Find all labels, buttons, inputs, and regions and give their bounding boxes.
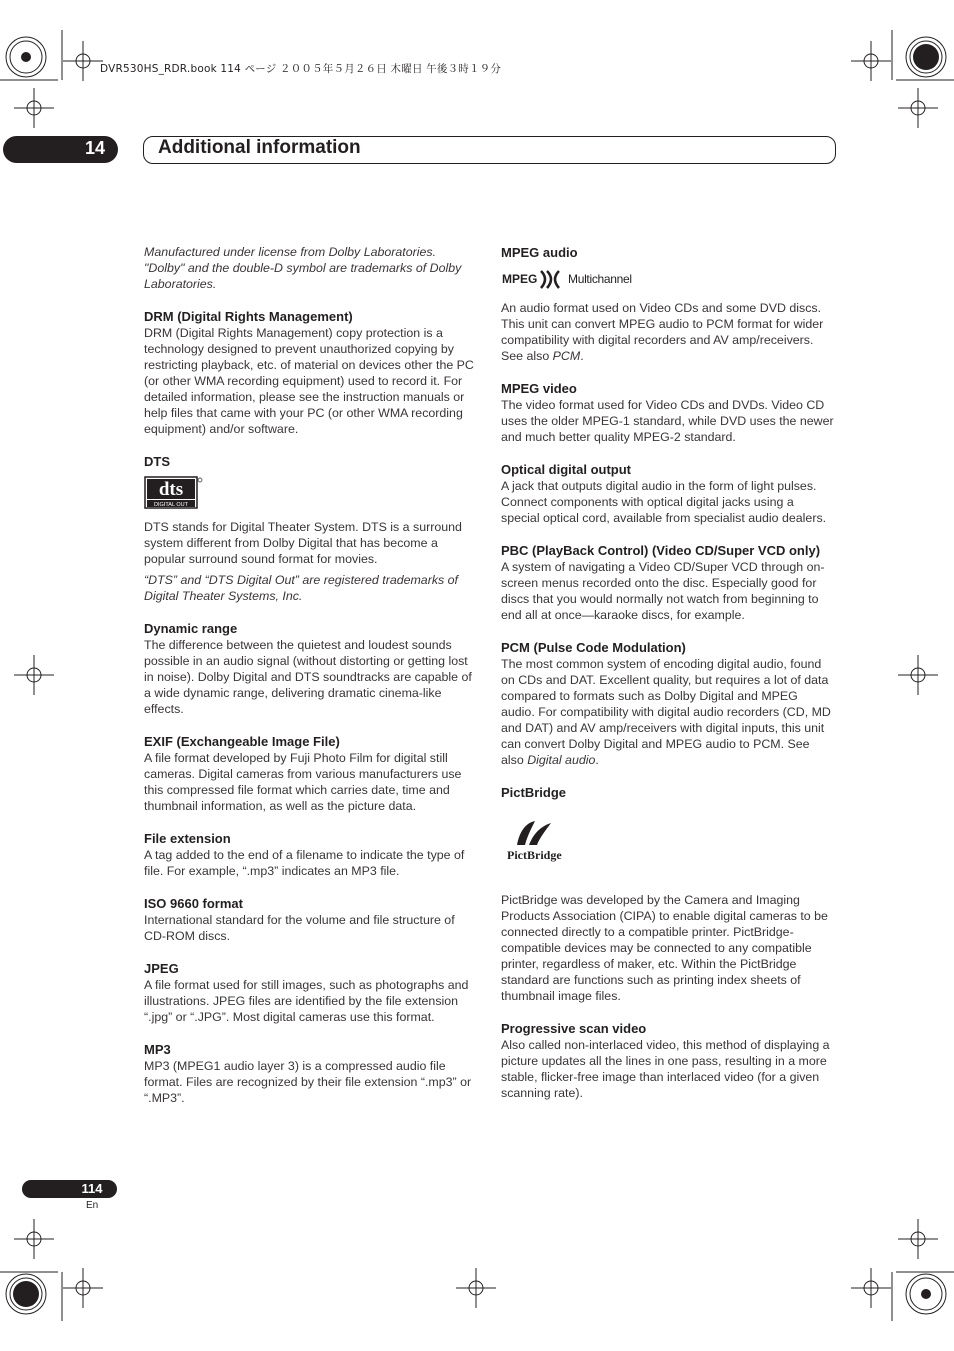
entry-definition: A jack that outputs digital audio in the form of light pulses. Connect components with optical digital jacks using a special optical cord, available from specialist audio dealers.: [501, 479, 827, 525]
entry-definition-text: An audio format used on Video CDs and some DVD discs. This unit can convert MPEG audio to PCM format for wider compatibility with digital recorders and AV amp/receivers. See also: [501, 301, 824, 363]
dts-logo: [144, 476, 477, 515]
glossary-entry-file-extension: [144, 830, 477, 879]
entry-term: Dynamic range: [144, 621, 238, 636]
glossary-entry-progressive-scan: [501, 1020, 834, 1101]
left-column: [144, 244, 477, 1122]
entry-definition-end: .: [580, 349, 584, 363]
entry-term: EXIF (Exchangeable Image File): [144, 734, 340, 749]
entry-definition: [501, 300, 834, 364]
glossary-entry-iso9660: [144, 895, 477, 944]
entry-definition: A file format developed by Fuji Photo Film for digital still cameras. Digital cameras from various manufacturers use this compressed file format which carries date, time and thumbnail information, as well as the picture data.: [144, 751, 462, 813]
entry-term: PBC (PlayBack Control) (Video CD/Super VCD only): [501, 543, 821, 558]
glossary-entry-pbc: [501, 542, 834, 623]
entry-term: DTS: [144, 454, 170, 469]
entry-definition: [501, 656, 834, 768]
glossary-entry-mpeg-audio: [501, 244, 834, 364]
entry-definition: A tag added to the end of a filename to indicate the type of file. For example, “.mp3” indicates an MP3 file.: [144, 848, 465, 878]
mpeg-multichannel-logo: [501, 267, 834, 296]
page-number: 114: [81, 1181, 103, 1196]
entry-term: File extension: [144, 831, 231, 846]
entry-term: PictBridge: [501, 785, 567, 800]
dts-trademark-note: “DTS” and “DTS Digital Out” are registered trademarks of Digital Theater Systems, Inc.: [144, 573, 458, 603]
dts-logo-subtext: DIGITAL OUT: [154, 502, 188, 508]
glossary-entry-drm: [144, 308, 477, 437]
pictbridge-logo: [505, 817, 834, 870]
chapter-number: 14: [84, 138, 106, 158]
glossary-entry-mpeg-video: [501, 380, 834, 445]
glossary-entry-exif: [144, 733, 477, 814]
entry-term: MPEG video: [501, 381, 577, 396]
entry-term: MPEG audio: [501, 245, 578, 260]
dolby-note: [144, 244, 477, 292]
entry-definition: The video format used for Video CDs and DVDs. Video CD uses the older MPEG-1 standard, while DVD uses the newer and much better quality MPEG-2 standard.: [501, 398, 834, 444]
glossary-entry-mp3: [144, 1041, 477, 1106]
entry-term: DRM (Digital Rights Management): [144, 309, 353, 324]
entry-definition: A system of navigating a Video CD/Super VCD through on-screen menus recorded onto the disc. Especially good for discs that you would normally not watch from beginning to end all at once—karaoke discs, for example.: [501, 560, 825, 622]
entry-definition: DTS stands for Digital Theater System. DTS is a surround system different from Dolby Digital that has become a popular surround sound format for movies.: [144, 520, 462, 566]
right-column: [501, 244, 834, 1117]
entry-term: MP3: [144, 1042, 171, 1057]
page-language: En: [86, 1200, 99, 1211]
entry-definition: International standard for the volume and file structure of CD-ROM discs.: [144, 913, 455, 943]
see-also-link: Digital audio: [527, 753, 596, 767]
entry-term: ISO 9660 format: [144, 896, 243, 911]
glossary-entry-pictbridge: [501, 784, 834, 1004]
pictbridge-logo-text: PictBridge: [507, 848, 562, 862]
dolby-note-line2: "Dolby" and the double-D symbol are trademarks of Dolby Laboratories.: [144, 261, 462, 291]
entry-definition-text: The most common system of encoding digital audio, found on CDs and DAT. Excellent quality, but requires a lot of data compared to formats such as Dolby Digital and MPEG audio. For compatibility with digital audio recorders (CD, MD and DAT) and AV amp/receivers with digital inputs, this unit can convert Dolby Digital and MPEG audio to PCM. See also: [501, 657, 831, 767]
entry-definition: The difference between the quietest and loudest sounds possible in an audio signal (without distorting or getting lost in noise). Dolby Digital and DTS soundtracks are capable of a wide dynamic range, delivering dramatic cinema-like effects.: [144, 638, 472, 716]
glossary-entry-pcm: [501, 639, 834, 768]
entry-term: PCM (Pulse Code Modulation): [501, 640, 686, 655]
glossary-entry-jpeg: [144, 960, 477, 1025]
glossary-entry-optical-output: [501, 461, 834, 526]
entry-term: Optical digital output: [501, 462, 631, 477]
glossary-entry-dts: [144, 453, 477, 604]
print-header: DVR530HS_RDR.book 114 ページ ２００５年５月２６日 木曜日 午後３時１９分: [100, 63, 502, 75]
entry-definition: MP3 (MPEG1 audio layer 3) is a compressed audio file format. Files are recognized by their file extension “.mp3” or “.MP3”.: [144, 1059, 472, 1105]
entry-definition-end: .: [595, 753, 599, 767]
dts-logo-text: dts: [158, 479, 184, 500]
see-also-link: PCM: [552, 349, 581, 363]
entry-term: Progressive scan video: [501, 1021, 647, 1036]
glossary-entry-dynamic-range: [144, 620, 477, 717]
dolby-note-line1: Manufactured under license from Dolby Laboratories.: [144, 245, 437, 259]
entry-definition: A file format used for still images, such as photographs and illustrations. JPEG files are identified by the file extension “.jpg” or “.JPG”. Most digital cameras use this format.: [144, 978, 469, 1024]
multichannel-logo-text: Multichannel: [568, 272, 632, 286]
entry-definition: DRM (Digital Rights Management) copy protection is a technology designed to prevent unauthorized copying by restricting playback, etc. of material on devices other the PC (or other WMA recording equipment) used to record it. For detailed information, please see the instruction manuals or help files that came with your PC (or other WMA recording equipment) and/or software.: [144, 326, 474, 436]
chapter-title: Additional information: [158, 137, 361, 158]
entry-definition: PictBridge was developed by the Camera and Imaging Products Association (CIPA) to enable digital cameras to be connected directly to a compatible printer. PictBridge-compatible devices may be connected to any compatible printer, regardless of maker, etc. Within the PictBridge standard are functions such as printing index sheets of thumbnail image files.: [501, 893, 828, 1003]
entry-definition: Also called non-interlaced video, this method of displaying a picture updates all the lines in one pass, resulting in a more stable, flicker-free image than interlaced video (for a given scanning rate).: [501, 1038, 830, 1100]
mpeg-logo-text: MPEG: [502, 272, 538, 286]
entry-term: JPEG: [144, 961, 179, 976]
